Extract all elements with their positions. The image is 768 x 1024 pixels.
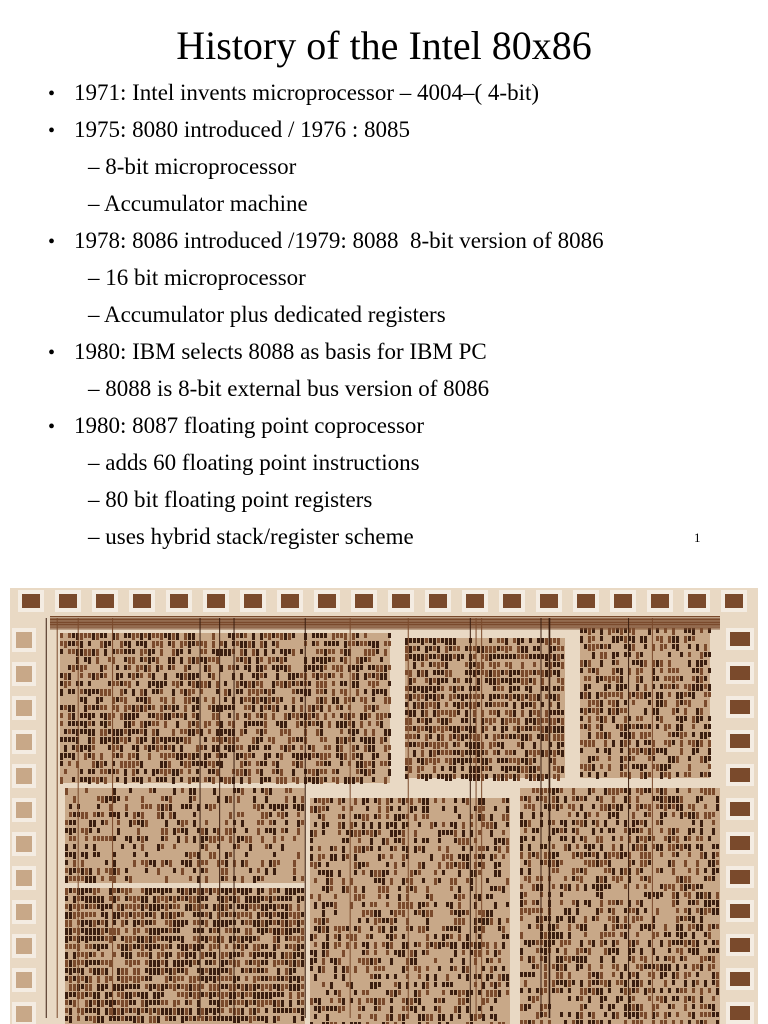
slide-title: History of the Intel 80x86: [176, 23, 592, 68]
bullet-text: 1978: 8086 introduced /1979: 8088 8-bit version of 8086: [74, 228, 604, 253]
bond-pad-inner: [730, 666, 750, 680]
sub-bullet-item: – Accumulator plus dedicated registers: [88, 302, 446, 327]
bond-pad-inner: [730, 904, 750, 918]
sub-bullet-item: – 16 bit microprocessor: [88, 265, 306, 290]
bond-pad-inner: [725, 594, 743, 608]
bond-pad-inner: [318, 594, 336, 608]
bond-pad-inner: [22, 594, 40, 608]
bullet-marker: •: [48, 83, 56, 105]
bond-pad-inner: [651, 594, 669, 608]
bullet-text: 1975: 8080 introduced / 1976 : 8085: [74, 117, 411, 142]
page-number: 1: [694, 530, 701, 545]
bond-pad-inner: [16, 666, 32, 682]
bond-pad-inner: [540, 594, 558, 608]
bullet-marker: •: [48, 342, 56, 364]
bond-pad-inner: [730, 802, 750, 816]
bond-pad-inner: [730, 1006, 750, 1020]
bond-pad-inner: [730, 632, 750, 646]
bond-pad-inner: [96, 594, 114, 608]
bullet-item: [48, 112, 410, 149]
bond-pad-inner: [16, 734, 32, 750]
bond-pad-inner: [16, 904, 32, 920]
bond-pad-inner: [614, 594, 632, 608]
sub-bullet-item: – Accumulator machine: [88, 191, 308, 216]
bond-pad-inner: [170, 594, 188, 608]
chip-die-image: [10, 588, 758, 1024]
bullet-item: [48, 223, 604, 260]
bond-pad-inner: [16, 700, 32, 716]
bond-pad-inner: [730, 938, 750, 952]
bond-pad-inner: [16, 768, 32, 784]
bond-pad-inner: [16, 836, 32, 852]
bullet-item: [48, 75, 539, 112]
bond-pad-inner: [730, 734, 750, 748]
bond-pad-inner: [577, 594, 595, 608]
bullet-marker: •: [48, 231, 56, 253]
bond-pad-inner: [244, 594, 262, 608]
sub-bullet-item: – 8-bit microprocessor: [88, 154, 297, 179]
bond-pad-inner: [730, 870, 750, 884]
bond-pad-inner: [503, 594, 521, 608]
bond-pad-inner: [281, 594, 299, 608]
bullet-item: [48, 334, 487, 371]
bullet-text: 1980: IBM selects 8088 as basis for IBM PC: [74, 339, 487, 364]
bond-pad-inner: [16, 802, 32, 818]
bullet-text: 1971: Intel invents microprocessor – 4004–( 4-bit): [74, 80, 540, 105]
bullet-item: [48, 408, 424, 445]
sub-bullet-item: – 80 bit floating point registers: [88, 487, 373, 512]
bond-pad-inner: [16, 1006, 32, 1022]
bond-pad-inner: [730, 972, 750, 986]
bond-pad-inner: [730, 768, 750, 782]
bullet-text: 1980: 8087 floating point coprocessor: [74, 413, 425, 438]
bond-pad-inner: [207, 594, 225, 608]
bond-pad-inner: [16, 972, 32, 988]
bond-pad-inner: [16, 938, 32, 954]
bond-pad-inner: [392, 594, 410, 608]
bond-pad-inner: [429, 594, 447, 608]
sub-bullet-item: – adds 60 floating point instructions: [88, 450, 420, 475]
bond-pad-inner: [466, 594, 484, 608]
bond-pad-inner: [355, 594, 373, 608]
bond-pad-inner: [16, 632, 32, 648]
bond-pad-inner: [16, 870, 32, 886]
bond-pad-inner: [59, 594, 77, 608]
bond-pad-inner: [688, 594, 706, 608]
chip-die-photo: [10, 588, 758, 1024]
bond-pad-inner: [730, 836, 750, 850]
bond-pad-inner: [133, 594, 151, 608]
sub-bullet-item: – uses hybrid stack/register scheme: [88, 524, 414, 549]
bullet-marker: •: [48, 416, 56, 438]
sub-bullet-item: – 8088 is 8-bit external bus version of 8086: [88, 376, 490, 401]
bullet-marker: •: [48, 120, 56, 142]
bond-pad-inner: [730, 700, 750, 714]
